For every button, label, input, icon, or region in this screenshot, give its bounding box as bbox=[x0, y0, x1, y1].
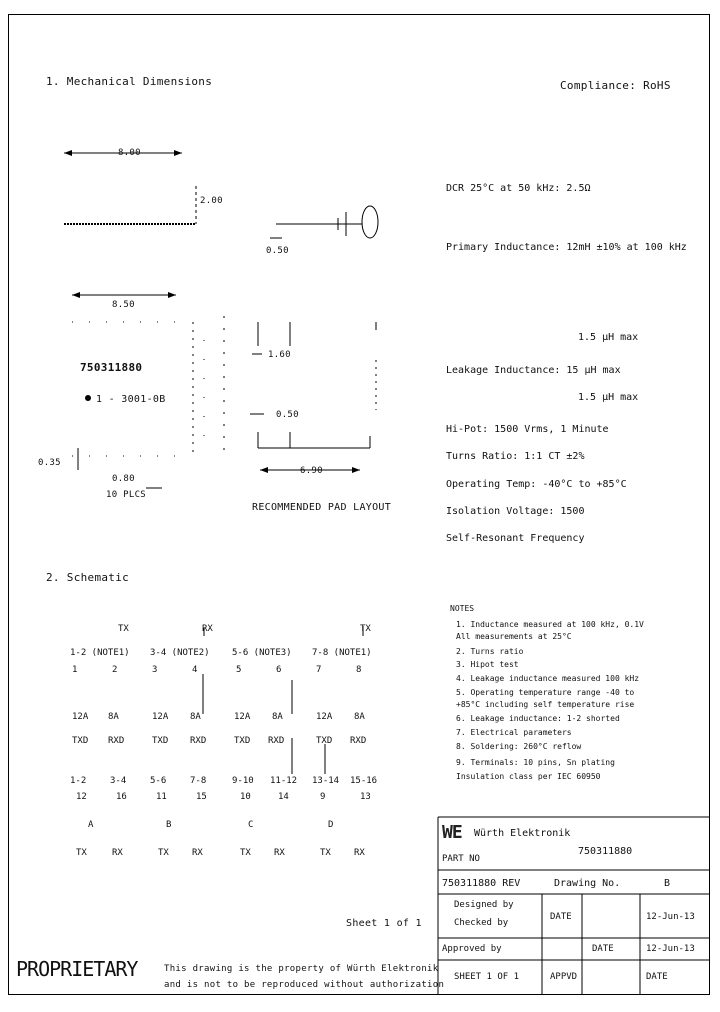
company-name: Würth Elektronik bbox=[474, 828, 571, 839]
sch-r5-c5: 9-10 bbox=[232, 776, 254, 786]
sch-r3-c8: 8A bbox=[354, 712, 365, 722]
note-item: 3. Hipot test bbox=[456, 660, 519, 669]
company-logo: WE bbox=[442, 822, 462, 843]
section-1-title: 1. Mechanical Dimensions bbox=[46, 75, 213, 88]
sch-r7-c3: C bbox=[248, 820, 254, 830]
tb-r4-c2: DATE bbox=[592, 944, 614, 954]
spec-line-9: Isolation Voltage: 1500 bbox=[446, 506, 585, 517]
tb-r5-c2: APPVD bbox=[550, 972, 578, 982]
tb-r2-c2: DATE bbox=[550, 912, 572, 922]
sch-r1-c3: 5-6 (NOTE3) bbox=[232, 648, 292, 658]
note-item: 4. Leakage inductance measured 100 kHz bbox=[456, 674, 640, 683]
spec-line-3: 1.5 µH max bbox=[578, 332, 639, 343]
sch-top-label-2: RX bbox=[202, 624, 213, 634]
sch-r1-c2: 3-4 (NOTE2) bbox=[150, 648, 210, 658]
dim-left: 0.35 bbox=[38, 458, 61, 468]
sch-r5-c3: 5-6 bbox=[150, 776, 167, 786]
sch-r1-c1: 1-2 (NOTE1) bbox=[70, 648, 130, 658]
sch-r8-c7: TX bbox=[320, 848, 331, 858]
sch-r2-c7: 7 bbox=[316, 665, 322, 675]
sch-r4-c8: RXD bbox=[350, 736, 367, 746]
tb-r1-c3: B bbox=[664, 878, 671, 889]
spec-line-5: 1.5 µH max bbox=[578, 392, 639, 403]
tb-r5-c1: SHEET 1 OF 1 bbox=[454, 972, 520, 982]
sch-r8-c5: TX bbox=[240, 848, 251, 858]
sch-top-label-1: TX bbox=[118, 624, 129, 634]
note-item: 6. Leakage inductance: 1-2 shorted bbox=[456, 714, 620, 723]
section-2-title: 2. Schematic bbox=[46, 571, 130, 584]
sch-r6-c5: 10 bbox=[240, 792, 251, 802]
sch-r4-c4: RXD bbox=[190, 736, 207, 746]
compliance-label: Compliance: RoHS bbox=[560, 79, 671, 92]
sch-r6-c3: 11 bbox=[156, 792, 167, 802]
sch-r2-c8: 8 bbox=[356, 665, 362, 675]
sch-r8-c1: TX bbox=[76, 848, 87, 858]
footer-line-2: and is not to be reproduced without authorization bbox=[164, 980, 445, 990]
sch-r4-c2: RXD bbox=[108, 736, 125, 746]
sch-r8-c2: RX bbox=[112, 848, 123, 858]
sch-r8-c4: RX bbox=[192, 848, 203, 858]
dim-pad: 0.80 bbox=[112, 474, 135, 484]
note-item: 9. Terminals: 10 pins, Sn plating bbox=[456, 758, 615, 767]
sch-r8-c8: RX bbox=[354, 848, 365, 858]
note-item: 2. Turns ratio bbox=[456, 647, 524, 656]
sch-r6-c1: 12 bbox=[76, 792, 87, 802]
sch-r2-c4: 4 bbox=[192, 665, 198, 675]
note-item: All measurements at 25°C bbox=[456, 632, 572, 641]
sch-r2-c6: 6 bbox=[276, 665, 282, 675]
sch-r4-c5: TXD bbox=[234, 736, 251, 746]
note-item: Insulation class per IEC 60950 bbox=[456, 772, 601, 781]
dim-recommended: 6.90 bbox=[300, 466, 323, 476]
spec-line-8: Operating Temp: -40°C to +85°C bbox=[446, 479, 627, 490]
sch-r7-c1: A bbox=[88, 820, 94, 830]
spec-line-7: Turns Ratio: 1:1 CT ±2% bbox=[446, 451, 585, 462]
sch-r6-c8: 13 bbox=[360, 792, 371, 802]
sch-r6-c6: 14 bbox=[278, 792, 289, 802]
spec-line-10: Self-Resonant Frequency bbox=[446, 533, 585, 544]
dim-side: 2.00 bbox=[200, 196, 223, 206]
sch-r5-c7: 13-14 bbox=[312, 776, 340, 786]
dim-pin: 0.50 bbox=[266, 246, 289, 256]
sch-r1-c4: 7-8 (NOTE1) bbox=[312, 648, 372, 658]
sch-r4-c6: RXD bbox=[268, 736, 285, 746]
dim-top: 8.00 bbox=[118, 148, 141, 158]
sch-r2-c2: 2 bbox=[112, 665, 118, 675]
sch-r4-c3: TXD bbox=[152, 736, 169, 746]
tb-r1-c1: 750311880 REV bbox=[442, 878, 521, 889]
sch-r4-c1: TXD bbox=[72, 736, 89, 746]
recommended-pad-title: RECOMMENDED PAD LAYOUT bbox=[252, 502, 392, 513]
sch-r2-c1: 1 bbox=[72, 665, 78, 675]
part-marking: 750311880 bbox=[80, 361, 143, 374]
footer-brand: PROPRIETARY bbox=[16, 957, 138, 981]
sch-r3-c6: 8A bbox=[272, 712, 283, 722]
spec-line-4: Leakage Inductance: 15 µH max bbox=[446, 365, 621, 376]
tb-r5-c3: DATE bbox=[646, 972, 668, 982]
sch-r6-c2: 16 bbox=[116, 792, 127, 802]
sch-top-label-3: TX bbox=[360, 624, 371, 634]
sch-r4-c7: TXD bbox=[316, 736, 333, 746]
sch-r5-c2: 3-4 bbox=[110, 776, 127, 786]
tb-r2-c1: Designed by bbox=[454, 900, 514, 910]
sheet-label: Sheet 1 of 1 bbox=[346, 918, 422, 929]
part-label: PART NO bbox=[442, 854, 480, 864]
dim-width: 8.50 bbox=[112, 300, 135, 310]
tb-r2-c3: 12-Jun-13 bbox=[646, 912, 695, 922]
sch-r2-c3: 3 bbox=[152, 665, 158, 675]
sch-r8-c3: TX bbox=[158, 848, 169, 858]
spec-line-1: DCR 25°C at 50 kHz: 2.5Ω bbox=[446, 183, 591, 194]
note-item: 5. Operating temperature range -40 to bbox=[456, 688, 635, 697]
notes-heading: NOTES bbox=[450, 604, 475, 613]
note-item: +85°C including self temperature rise bbox=[456, 700, 635, 709]
note-item: 8. Soldering: 260°C reflow bbox=[456, 742, 582, 751]
sch-r3-c5: 12A bbox=[234, 712, 251, 722]
sch-r3-c1: 12A bbox=[72, 712, 89, 722]
tb-r4-c3: 12-Jun-13 bbox=[646, 944, 695, 954]
dim-height-b: 0.50 bbox=[276, 410, 299, 420]
tb-r4-c1: Approved by bbox=[442, 944, 502, 954]
tb-r1-c2: Drawing No. bbox=[554, 878, 621, 889]
sch-r2-c5: 5 bbox=[236, 665, 242, 675]
dim-height-a: 1.60 bbox=[268, 350, 291, 360]
sch-r5-c4: 7-8 bbox=[190, 776, 207, 786]
note-item: 1. Inductance measured at 100 kHz, 0.1V bbox=[456, 620, 644, 629]
sch-r8-c6: RX bbox=[274, 848, 285, 858]
sch-r7-c4: D bbox=[328, 820, 334, 830]
tb-r3-c1: Checked by bbox=[454, 918, 509, 928]
note-item: 7. Electrical parameters bbox=[456, 728, 572, 737]
sch-r5-c1: 1-2 bbox=[70, 776, 87, 786]
pin-one-marking: 1 - 3001-0B bbox=[96, 394, 166, 405]
sch-r3-c3: 12A bbox=[152, 712, 169, 722]
sch-r3-c2: 8A bbox=[108, 712, 119, 722]
part-number: 750311880 bbox=[578, 846, 633, 857]
pin-count: 10 PLCS bbox=[106, 490, 147, 500]
sch-r6-c4: 15 bbox=[196, 792, 207, 802]
sch-r3-c4: 8A bbox=[190, 712, 201, 722]
sch-r7-c2: B bbox=[166, 820, 172, 830]
footer-line-1: This drawing is the property of Würth Elektronik bbox=[164, 964, 439, 974]
spec-line-2: Primary Inductance: 12mH ±10% at 100 kHz bbox=[446, 242, 687, 253]
sch-r3-c7: 12A bbox=[316, 712, 333, 722]
sch-r5-c8: 15-16 bbox=[350, 776, 378, 786]
sch-r5-c6: 11-12 bbox=[270, 776, 298, 786]
spec-line-6: Hi-Pot: 1500 Vrms, 1 Minute bbox=[446, 424, 609, 435]
sch-r6-c7: 9 bbox=[320, 792, 326, 802]
